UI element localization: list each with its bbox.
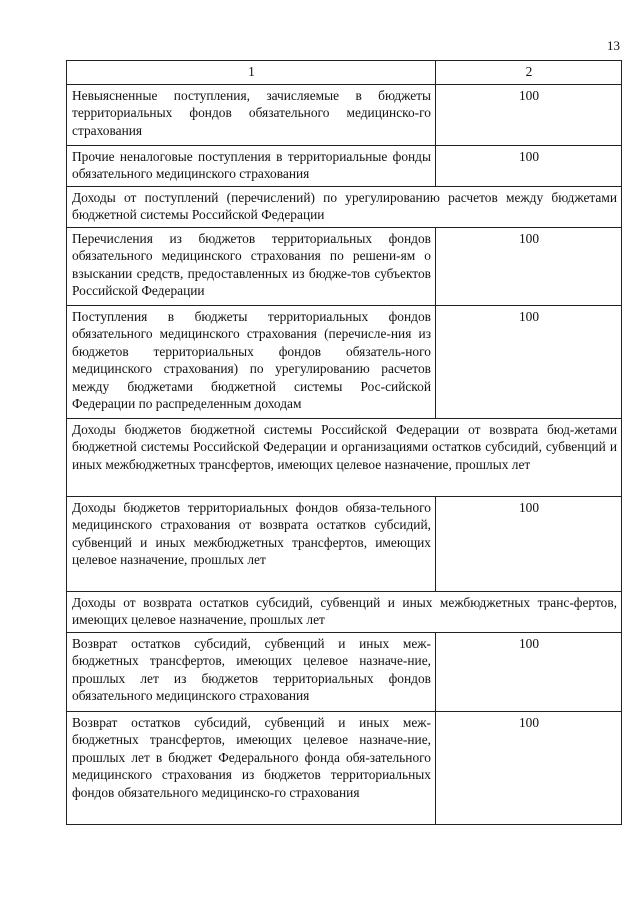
table-row <box>67 145 622 186</box>
section-heading: Доходы от возврата остатков субсидий, субвенций и иных межбюджетных транс-фертов, имеющих целевое назначение, прошлых лет <box>67 591 622 632</box>
row-description: Перечисления из бюджетов территориальных фондов обязательного медицинского страхования по решени-ям о взыскании средств, предоставленных из бюдже-тов субъектов Российской Федерации <box>67 227 436 305</box>
page-number: 13 <box>607 38 620 53</box>
row-value: 100 <box>436 145 622 186</box>
table-row <box>67 711 622 824</box>
row-value: 100 <box>436 711 622 824</box>
header-col-1: 1 <box>67 61 436 85</box>
table-section-row <box>67 591 622 632</box>
table-row <box>67 496 622 591</box>
table-section-row <box>67 186 622 227</box>
row-description: Поступления в бюджеты территориальных фондов обязательного медицинского страхования (перечисле-ния из бюджетов территориальных фондов обязатель-ного медицинского страхования) по урегулированию расчетов между бюджетами бюджетной системы Рос-сийской Федерации по распределенным доходам <box>67 305 436 418</box>
row-description: Прочие неналоговые поступления в территориальные фонды обязательного медицинского страхования <box>67 145 436 186</box>
row-description: Невыясненные поступления, зачисляемые в бюджеты территориальных фондов обязательного медицинско-го страхования <box>67 84 436 145</box>
table-row <box>67 305 622 418</box>
row-value: 100 <box>436 632 622 711</box>
table-row <box>67 227 622 305</box>
row-value: 100 <box>436 305 622 418</box>
table-row <box>67 632 622 711</box>
table-section-row <box>67 418 622 496</box>
header-col-2: 2 <box>436 61 622 85</box>
table-row <box>67 84 622 145</box>
row-description: Возврат остатков субсидий, субвенций и иных меж-бюджетных трансфертов, имеющих целевое назначе-ние, прошлых лет в бюджет Федерального фонда обя-зательного медицинского страхования из бюджетов территориальных фондов обязательного медицинско-го страхования <box>67 711 436 824</box>
income-table <box>66 60 622 825</box>
table-header-row <box>67 61 622 85</box>
section-heading: Доходы от поступлений (перечислений) по урегулированию расчетов между бюджетами бюджетной системы Российской Федерации <box>67 186 622 227</box>
row-value: 100 <box>436 227 622 305</box>
row-description: Возврат остатков субсидий, субвенций и иных меж-бюджетных трансфертов, имеющих целевое назначе-ние, прошлых лет из бюджетов территориальных фондов обязательного медицинского страхования <box>67 632 436 711</box>
row-value: 100 <box>436 496 622 591</box>
row-value: 100 <box>436 84 622 145</box>
row-description: Доходы бюджетов территориальных фондов обяза-тельного медицинского страхования от возврата остатков субсидий, субвенций и иных межбюджетных трансфертов, имеющих целевое назначение, прошлых лет <box>67 496 436 591</box>
section-heading: Доходы бюджетов бюджетной системы Российской Федерации от возврата бюд-жетами бюджетной системы Российской Федерации и организациями остатков субсидий, субвенций и иных межбюджетных трансфертов, имеющих целевое назначение, прошлых лет <box>67 418 622 496</box>
